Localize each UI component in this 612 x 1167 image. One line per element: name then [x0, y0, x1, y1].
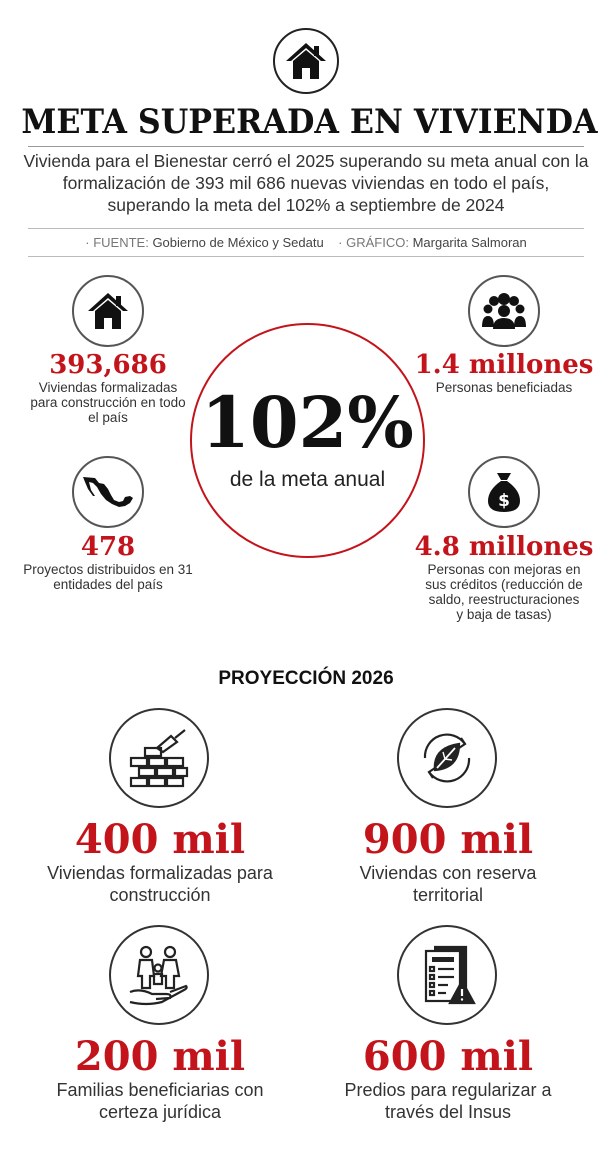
projection-value-construction: 400 mil: [74, 816, 246, 863]
source-label: · FUENTE:: [85, 235, 149, 250]
credits-top-divider: [28, 228, 584, 229]
graphic-value: Margarita Salmoran: [412, 235, 527, 250]
goal-percent-label: de la meta anual: [229, 468, 386, 491]
money-bag-icon: [468, 456, 540, 528]
svg-text:$: $: [498, 491, 510, 511]
projection-text-construction: Viviendas formalizadas para construcción: [47, 863, 273, 905]
credits-line: [28, 234, 584, 252]
graphic-label: · GRÁFICO:: [338, 235, 409, 250]
page-title: META SUPERADA EN VIVIENDA: [21, 102, 598, 142]
header-house-icon: [273, 28, 339, 94]
stat-value-houses: 393,686: [49, 350, 167, 380]
stat-value-projects: 478: [80, 532, 136, 562]
projection-value-families: 200 mil: [74, 1033, 246, 1080]
goal-percent: 102%: [201, 381, 414, 464]
source-value: Gobierno de México y Sedatu: [152, 235, 324, 250]
house-icon: [72, 275, 144, 347]
credits-bottom-divider: [28, 256, 584, 257]
projection-text-reserve: Viviendas con reserva territorial: [359, 863, 537, 905]
lead-paragraph: Vivienda para el Bienestar cerró el 2025 superando su meta anual con la formalización de 393 mil 686 nuevas viviendas en todo el país, superando la meta del 102% a septiembre de 2024: [23, 151, 589, 215]
people-group-icon: [468, 275, 540, 347]
projection-title: PROYECCIÓN 2026: [218, 668, 394, 689]
stat-text-houses: Viviendas formalizadas para construcción en todo el país: [30, 380, 186, 425]
stat-text-credits: Personas con mejoras en sus créditos (reducción de saldo, reestructuraciones y baja de tasas): [425, 562, 583, 622]
family-hand-icon: [109, 925, 209, 1025]
stat-value-credits: 4.8 millones: [414, 532, 594, 562]
stat-value-people: 1.4 millones: [414, 350, 594, 380]
projection-text-families: Familias beneficiarias con certeza jurídica: [56, 1080, 264, 1122]
mexico-map-icon: [72, 456, 144, 528]
stat-text-people: Personas beneficiadas: [435, 380, 573, 395]
title-divider: [28, 146, 584, 147]
projection-value-reserve: 900 mil: [362, 816, 534, 863]
leaf-cycle-icon: [397, 708, 497, 808]
stat-text-projects: Proyectos distribuidos en 31 entidades del país: [23, 562, 193, 592]
projection-text-plots: Predios para regularizar a través del Insus: [344, 1080, 552, 1122]
brick-wall-trowel-icon: [109, 708, 209, 808]
document-warning-icon: [397, 925, 497, 1025]
projection-value-plots: 600 mil: [362, 1033, 534, 1080]
